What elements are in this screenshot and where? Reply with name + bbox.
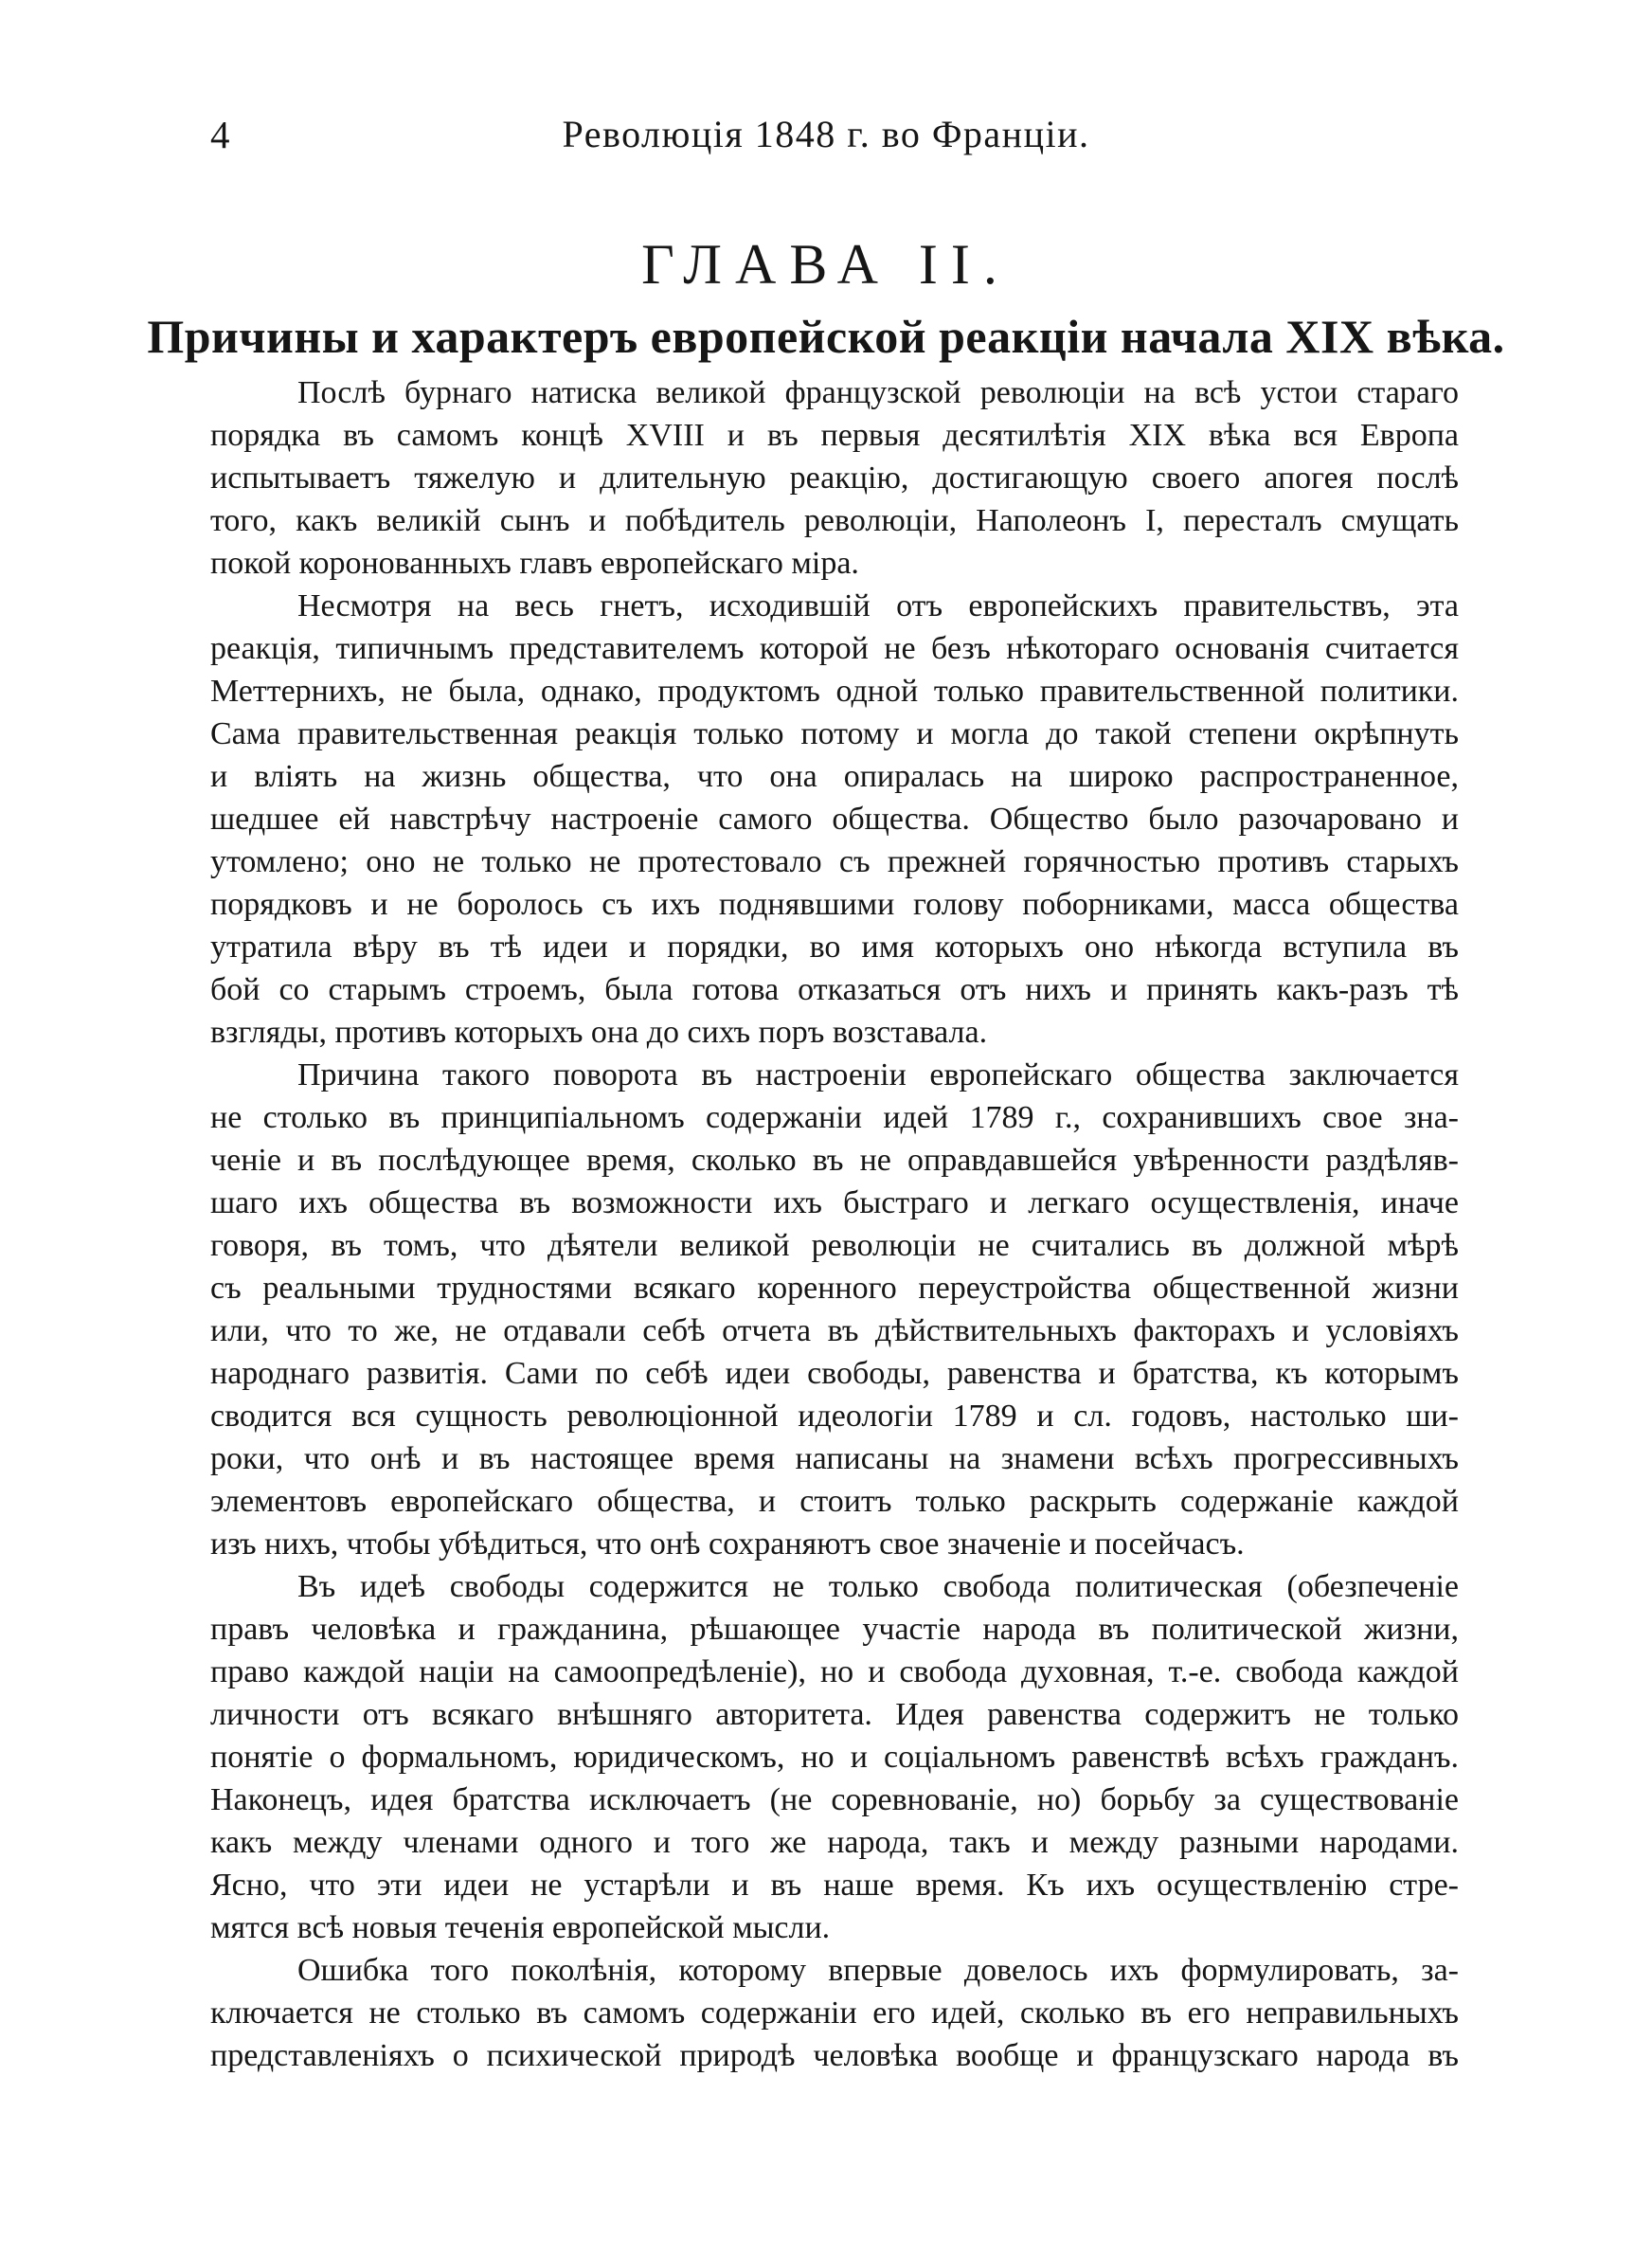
paragraph (210, 371, 1459, 585)
text-line: порядка въ самомъ концѣ XVIII и въ первыя десятилѣтія XIX вѣка вся Европа (210, 418, 1459, 453)
text-line: Меттернихъ, не была, однако, продуктомъ одной только правительственной политики. (210, 674, 1459, 709)
text-line: изъ нихъ, чтобы убѣдиться, что онѣ сохраняютъ свое значеніе и посейчасъ. (210, 1526, 1245, 1562)
text-line: того, какъ великій сынъ и побѣдитель революціи, Наполеонъ I, пересталъ смущать (210, 503, 1459, 538)
text-line: Ясно, что эти идеи не устарѣли и въ наше время. Къ ихъ осуществленію стре- (210, 1868, 1459, 1903)
body-text (210, 371, 1459, 2077)
chapter-label: ГЛАВА II. (641, 233, 1011, 296)
text-line: Наконецъ, идея братства исключаетъ (не соревнованіе, но) борьбу за существованіе (210, 1782, 1459, 1817)
text-line: представленіяхъ о психической природѣ человѣка вообще и французскаго народа въ (210, 2038, 1459, 2073)
text-line: ченіе и въ послѣдующее время, сколько въ не оправдавшейся увѣренности раздѣляв- (210, 1143, 1459, 1178)
text-line: не столько въ принципіальномъ содержаніи идей 1789 г., сохранившихъ свое зна- (210, 1100, 1459, 1135)
text-line: мятся всѣ новыя теченія европейской мысли. (210, 1910, 831, 1945)
chapter-title: Причины и характеръ европейской реакціи начала XIX вѣка. (147, 310, 1505, 363)
text-line: элементовъ европейскаго общества, и стоитъ только раскрыть содержаніе каждой (210, 1484, 1459, 1519)
text-line: съ реальными трудностями всякаго коренного переустройства общественной жизни (210, 1271, 1459, 1306)
text-line: утомлено; оно не только не протестовало съ прежней горячностью противъ старыхъ (210, 844, 1459, 879)
text-line: ключается не столько въ самомъ содержаніи его идей, сколько въ его неправильныхъ (210, 1995, 1459, 2031)
running-head (0, 112, 1652, 169)
text-line: утратила вѣру въ тѣ идеи и порядки, во имя которыхъ оно нѣкогда вступила въ (210, 930, 1459, 965)
text-line: личности отъ всякаго внѣшняго авторитета. Идея равенства содержитъ не только (210, 1697, 1459, 1732)
text-line: Сама правительственная реакція только потому и могла до такой степени окрѣпнуть (210, 716, 1459, 751)
text-line: народнаго развитія. Сами по себѣ идеи свободы, равенства и братства, къ которымъ (210, 1356, 1459, 1391)
text-line: шаго ихъ общества въ возможности ихъ быстраго и легкаго осуществленія, иначе (210, 1185, 1459, 1220)
text-line: покой коронованныхъ главъ европейскаго міра. (210, 546, 859, 581)
text-line: Причина такого поворота въ настроеніи европейскаго общества заключается (297, 1057, 1459, 1092)
text-line: Несмотря на весь гнетъ, исходившій отъ европейскихъ правительствъ, эта (297, 588, 1459, 623)
text-line: говоря, въ томъ, что дѣятели великой революціи не считались въ должной мѣрѣ (210, 1228, 1459, 1263)
page-number: 4 (210, 113, 230, 156)
text-line: порядковъ и не боролось съ ихъ поднявшими голову поборниками, масса общества (210, 887, 1459, 922)
text-line: бой со старымъ строемъ, была готова отказаться отъ нихъ и принять какъ-разъ тѣ (210, 972, 1459, 1007)
text-line: или, что то же, не отдавали себѣ отчета въ дѣйствительныхъ факторахъ и условіяхъ (210, 1313, 1459, 1348)
text-line: испытываетъ тяжелую и длительную реакцію, достигающую своего апогея послѣ (210, 460, 1459, 496)
text-line: шедшее ей навстрѣчу настроеніе самого общества. Общество было разочаровано и (210, 802, 1459, 837)
text-line: право каждой націи на самоопредѣленіе), но и свобода духовная, т.-е. свобода каждой (210, 1654, 1459, 1689)
text-line: Ошибка того поколѣнія, которому впервые довелось ихъ формулировать, за- (297, 1953, 1459, 1988)
text-line: Послѣ бурнаго натиска великой французской революціи на всѣ устои стараго (297, 375, 1459, 410)
text-line: роки, что онѣ и въ настоящее время написаны на знамени всѣхъ прогрессивныхъ (210, 1441, 1459, 1476)
text-line: какъ между членами одного и того же народа, такъ и между разными народами. (210, 1825, 1459, 1860)
paragraph (210, 585, 1459, 1054)
text-line: сводится вся сущность революціонной идеологіи 1789 и сл. годовъ, настолько ши- (210, 1399, 1459, 1434)
text-line: взгляды, противъ которыхъ она до сихъ поръ возставала. (210, 1015, 988, 1050)
text-line: реакція, типичнымъ представителемъ которой не безъ нѣкотораго основанія считается (210, 631, 1459, 666)
paragraph (210, 1949, 1459, 2077)
text-line: понятіе о формальномъ, юридическомъ, но и соціальномъ равенствѣ всѣхъ гражданъ. (210, 1740, 1459, 1775)
paragraph (210, 1565, 1459, 1949)
paragraph (210, 1054, 1459, 1565)
running-title: Революція 1848 г. во Франціи. (562, 113, 1090, 155)
text-line: Въ идеѣ свободы содержится не только свобода политическая (обезпеченіе (297, 1569, 1459, 1604)
text-line: правъ человѣка и гражданина, рѣшающее участіе народа въ политической жизни, (210, 1612, 1459, 1647)
text-line: и влiять на жизнь общества, что она опиралась на широко распространенное, (210, 759, 1459, 794)
